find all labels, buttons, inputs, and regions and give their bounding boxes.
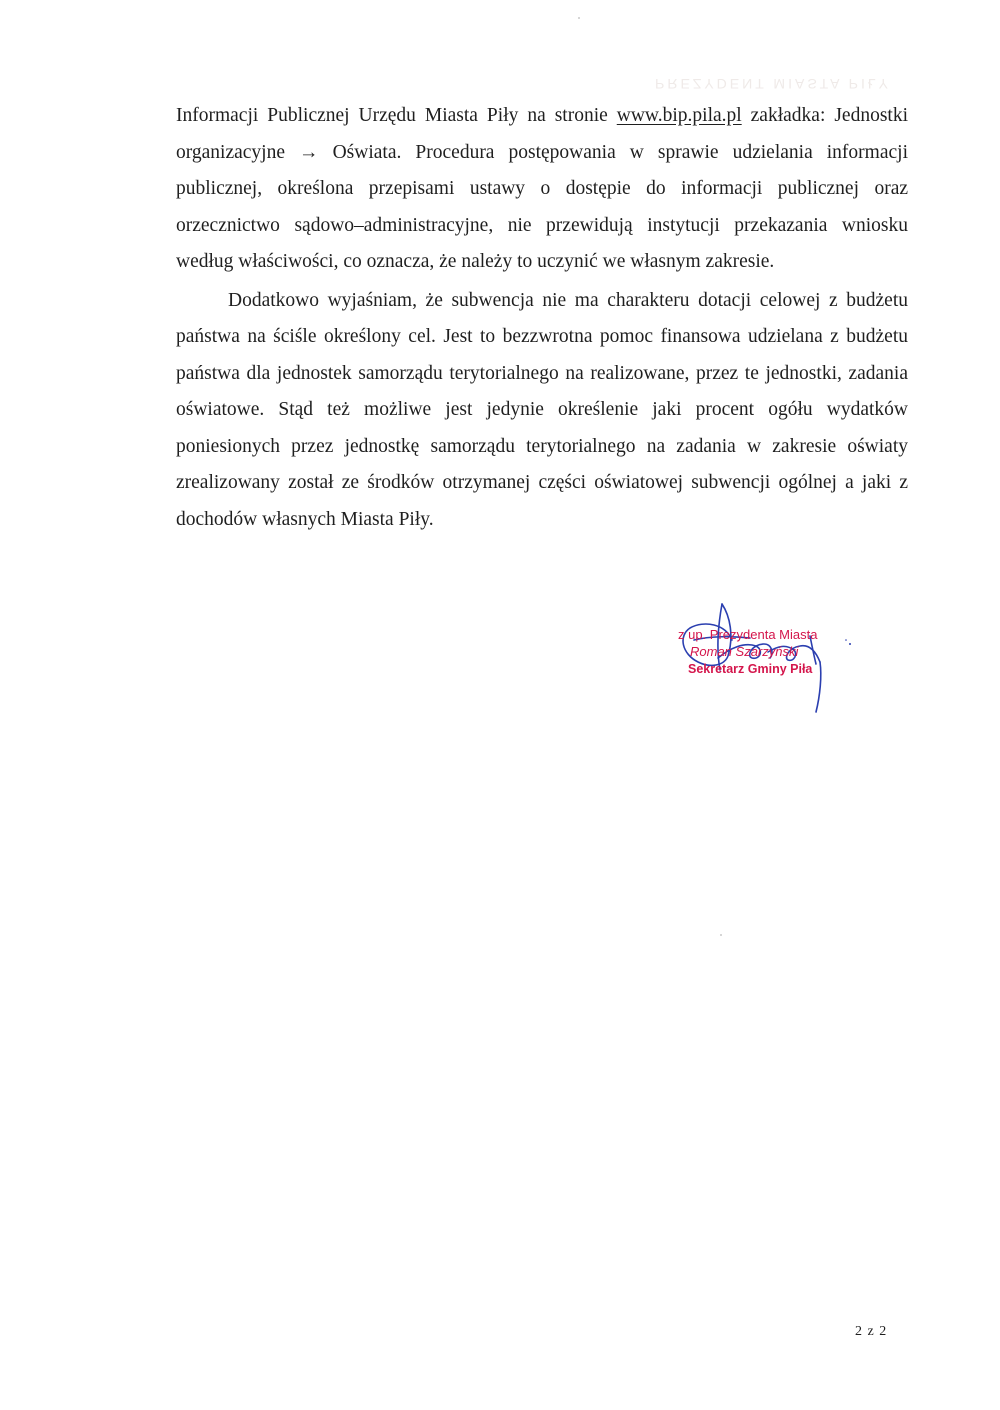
paragraph-1-after-link: zakładka: Jednostki organizacyjne → Oświata. Procedura postępowania w sprawie udzielania informacji publicznej, określona przepisami ustawy o dostępie do informacji publicznej oraz orzecznictwo sądowo–administracyjne, nie przewidują instytucji przekazania wniosku według właściwości, co oznacza, że należy to uczynić we własnym zakresie. (176, 105, 908, 272)
letter-body (176, 98, 908, 538)
official-stamp (676, 626, 836, 696)
bip-link[interactable]: www.bip.pila.pl (616, 105, 742, 126)
stamp-line-3: Sekretarz Gminy Piła (688, 662, 813, 676)
paragraph-1-before-link: Informacji Publicznej Urzędu Miasta Piły na stronie (176, 105, 617, 126)
stamp-line-1: z up. Prezydenta Miasta (678, 627, 818, 642)
paragraph-1 (176, 98, 908, 281)
faint-letterhead: PREZYDENT MIASTA PIŁY (655, 76, 891, 92)
paragraph-2: Dodatkowo wyjaśniam, że subwencja nie ma charakteru dotacji celowej z budżetu państwa na ściśle określony cel. Jest to bezzwrotna pomoc finansowa udzielana z budżetu państwa dla jednostek samorządu terytorialnego na realizowane, przez te jednostki, zadania oświatowe. Stąd też możliwe jest jedynie określenie jaki procent ogółu wydatków poniesionych przez jednostkę samorządu terytorialnego na zadania w zakresie oświaty zrealizowany został ze środków otrzymanej części oświatowej subwencji ogólnej a jaki z dochodów własnych Miasta Piły. (176, 289, 908, 530)
page-number: 2 z 2 (855, 1324, 888, 1339)
stamp-line-2: Roman Szarzyński (690, 644, 799, 659)
scan-speck (578, 17, 580, 19)
scan-speck (720, 934, 722, 936)
